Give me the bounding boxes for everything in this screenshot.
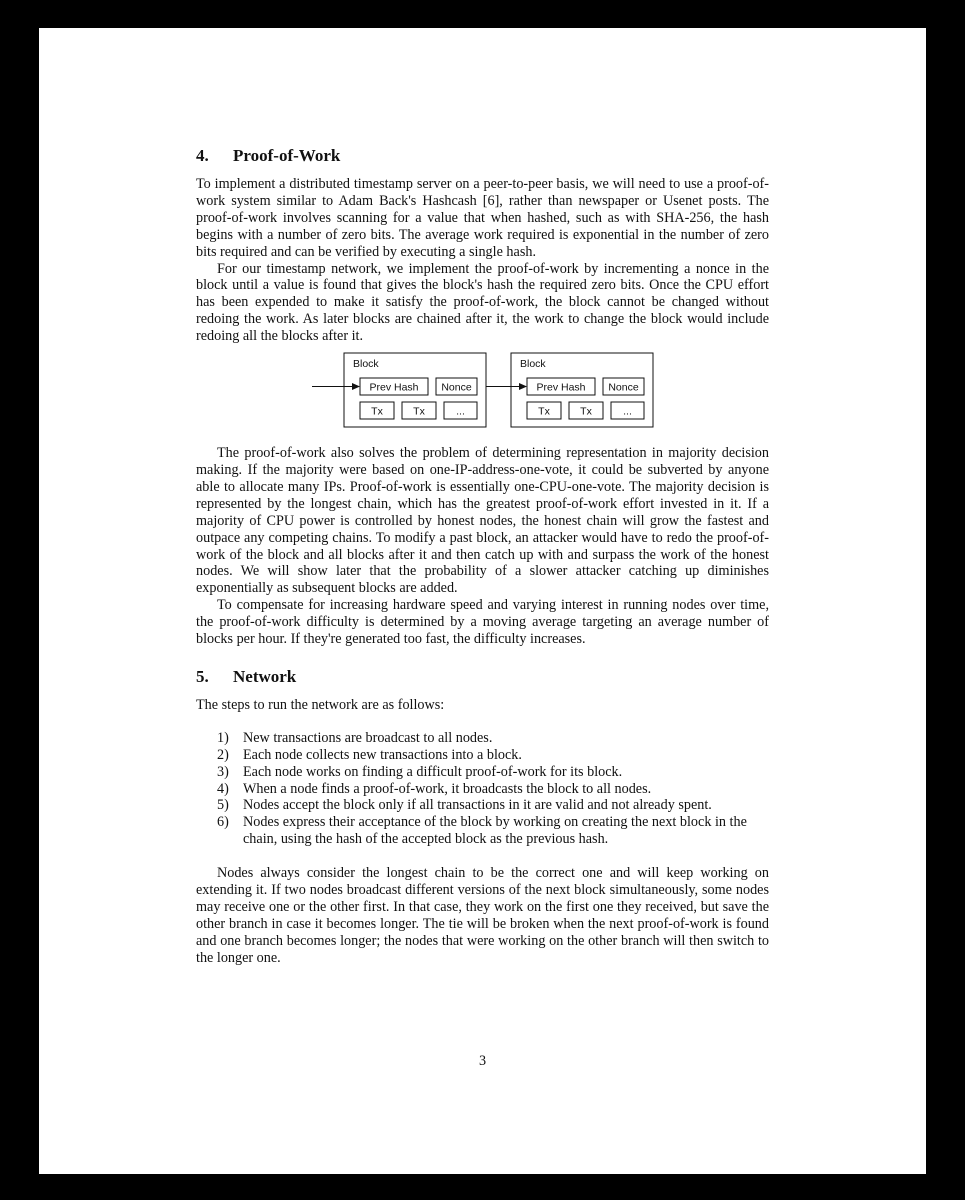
nonce-label: Nonce [608,381,639,394]
step-text: Each node collects new transactions into a block. [243,746,522,763]
list-item [196,814,769,848]
paragraph: Nodes always consider the longest chain to be the correct one and will keep working on extending it. If two nodes broadcast different versions of the next block simultaneously, some nodes may receive one or the other first. In that case, they work on the first one they received, but save the other branch in case it becomes longer. The tie will be broken when the next proof-of-work is found and one branch becomes longer; the nodes that were working on the other branch will then switch to the longer one. [196,865,769,966]
network-steps-list [196,730,769,848]
tx-label: Tx [413,405,425,418]
page-number: 3 [478,1053,487,1069]
tx-label: ... [456,405,465,418]
paragraph: For our timestamp network, we implement the proof-of-work by incrementing a nonce in the block until a value is found that gives the block's hash the required zero bits. Once the CPU effort has been expended to make it satisfy the proof-of-work, the block cannot be changed without redoing the work. As later blocks are chained after it, the work to change the block would include redoing all the blocks after it. [196,260,769,345]
section-number: 4. [196,146,209,165]
step-number: 5) [217,797,229,814]
step-text: When a node finds a proof-of-work, it broadcasts the block to all nodes. [243,780,652,797]
step-number: 3) [217,763,229,780]
paragraph: The steps to run the network are as follows: [196,696,445,713]
prev-hash-label: Prev Hash [536,381,586,394]
block-label: Block [353,358,379,371]
section-title: Proof-of-Work [233,146,341,165]
step-number: 2) [217,746,229,763]
step-number: 6) [217,814,229,831]
list-item [196,764,769,781]
step-number: 4) [217,780,229,797]
page-content [196,145,769,967]
tx-label: Tx [538,405,550,418]
prev-hash-label: Prev Hash [369,381,419,394]
list-item [196,797,769,814]
list-item [196,781,769,798]
tx-label: Tx [580,405,592,418]
tx-label: Tx [371,405,383,418]
paragraph: To compensate for increasing hardware speed and varying interest in running nodes over time, the proof-of-work difficulty is determined by a moving average targeting an average number of blocks per hour. If they're generated too fast, the difficulty increases. [196,597,769,648]
block-chain-diagram [196,352,769,432]
paper-page [39,28,926,1174]
paragraph: The proof-of-work also solves the problem of determining representation in majority decision making. If the majority were based on one-IP-address-one-vote, it could be subverted by anyone able to allocate many IPs. Proof-of-work is essentially one-CPU-one-vote. The majority decision is represented by the longest chain, which has the greatest proof-of-work effort invested in it. If a majority of CPU power is controlled by honest nodes, the honest chain will grow the fastest and outpace any competing chains. To modify a past block, an attacker would have to redo the proof-of-work of the block and all blocks after it and then catch up with and surpass the work of the honest nodes. We will show later that the probability of a slower attacker catching up diminishes exponentially as subsequent blocks are added. [196,445,769,597]
tx-label: ... [623,405,632,418]
paragraph: To implement a distributed timestamp server on a peer-to-peer basis, we will need to use a proof-of-work system similar to Adam Back's Hashcash [6], rather than newspaper or Usenet posts. The proof-of-work involves scanning for a value that when hashed, such as with SHA-256, the hash begins with a number of zero bits. The average work required is exponential in the number of zero bits required and can be verified by executing a single hash. [196,176,769,260]
section-title: Network [233,666,297,686]
section-heading-proof-of-work [196,145,769,167]
nonce-label: Nonce [441,381,472,394]
step-text: Each node works on finding a difficult proof-of-work for its block. [243,763,623,780]
step-number: 1) [217,729,229,746]
step-text: Nodes express their acceptance of the block by working on creating the next block in the chain, using the hash of the accepted block as the previous hash. [243,814,747,848]
list-item [196,730,769,747]
list-item [196,747,769,764]
step-text: Nodes accept the block only if all transactions in it are valid and not already spent. [243,797,712,814]
section-number: 5. [196,666,209,686]
block-label: Block [520,358,546,371]
section-heading-network [196,666,769,688]
step-text: New transactions are broadcast to all nodes. [243,729,493,746]
